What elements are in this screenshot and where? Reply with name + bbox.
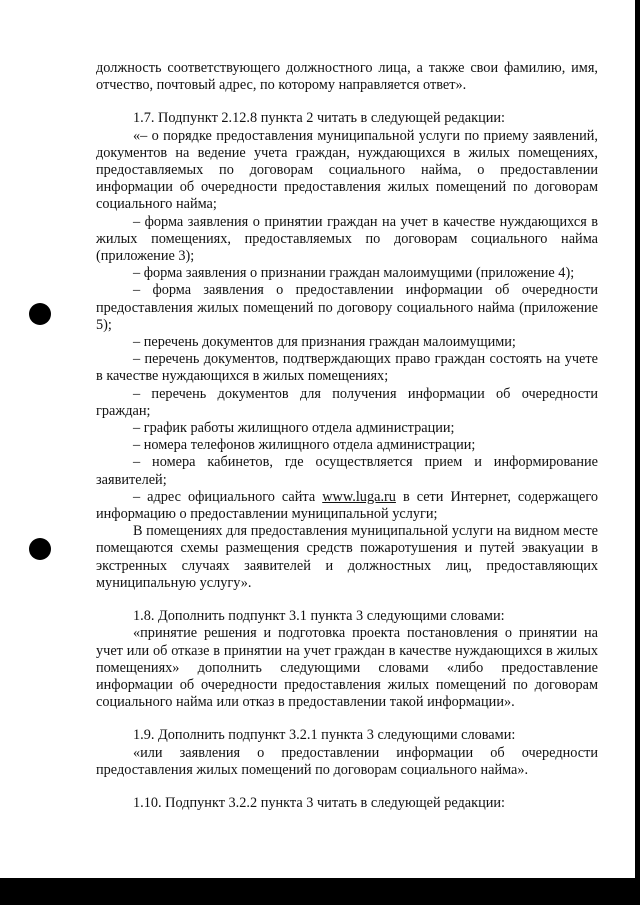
- list-item: – перечень документов для получения информации об очередности граждан;: [96, 385, 598, 419]
- section-heading-1-9: 1.9. Дополнить подпункт 3.2.1 пункта 3 следующими словами:: [133, 727, 516, 744]
- section-heading-1-8: 1.8. Дополнить подпункт 3.1 пункта 3 следующими словами:: [133, 608, 505, 625]
- list-item: – форма заявления о признании граждан малоимущими (приложение 4);: [133, 265, 575, 282]
- section-heading-1-10: 1.10. Подпункт 3.2.2 пункта 3 читать в следующей редакции:: [133, 794, 505, 811]
- scan-bottom-edge: [0, 878, 640, 905]
- paragraph: «принятие решения и подготовка проекта постановления о принятии на учет или об отказе в принятии на учет граждан в качестве нуждающихся в жилых помещениях» дополнить следующими словами «либо предоставление информации об очередности предоставления жилых помещений по договорам социального найма или отказ в предоставлении такой информации».: [96, 625, 598, 711]
- list-item: – номера телефонов жилищного отдела администрации;: [133, 437, 476, 454]
- paragraph: должность соответствующего должностного лица, а также свои фамилию, имя, отчество, почтовый адрес, по которому направляется ответ».: [96, 60, 598, 94]
- paragraph: «– о порядке предоставления муниципальной услуги по приему заявлений, документов на ведение учета граждан, нуждающихся в жилых помещениях, предоставляемых по договорам социального найма, о предоставлении информации об очередности предоставления жилых помещений по договорам социального найма;: [96, 127, 598, 213]
- punch-hole-mark: [29, 303, 51, 325]
- punch-hole-mark: [29, 538, 51, 560]
- scan-right-edge: [635, 0, 640, 905]
- document-body: [96, 60, 598, 812]
- website-text-after: в сети Интернет, содержащего информацию о предоставлении муниципальной услуги;: [96, 488, 599, 523]
- list-item: – перечень документов, подтверждающих право граждан состоять на учете в качестве нуждающихся в жилых помещениях;: [96, 351, 598, 385]
- paragraph: «или заявления о предоставлении информации об очередности предоставления жилых помещений по договорам социального найма».: [96, 744, 598, 778]
- website-text-before: – адрес официального сайта: [133, 488, 323, 505]
- list-item-website: [96, 489, 598, 523]
- list-item: – форма заявления о принятии граждан на учет в качестве нуждающихся в жилых помещениях, предоставляемых по договорам социального найма (приложение 3);: [96, 213, 598, 265]
- website-link[interactable]: www.luga.ru: [322, 488, 396, 505]
- paragraph: В помещениях для предоставления муниципальной услуги на видном месте помещаются схемы размещения средств пожаротушения и путей эвакуации в экстренных случаях заявителей и должностных лиц, предоставляющих муниципальную услугу».: [96, 523, 598, 591]
- list-item: – перечень документов для признания граждан малоимущими;: [133, 334, 516, 351]
- list-item: – номера кабинетов, где осуществляется прием и информирование заявителей;: [96, 454, 598, 488]
- section-heading-1-7: 1.7. Подпункт 2.12.8 пункта 2 читать в следующей редакции:: [133, 110, 505, 127]
- list-item: – форма заявления о предоставлении информации об очередности предоставления жилых помещений по договору социального найма (приложение 5);: [96, 282, 598, 333]
- list-item: – график работы жилищного отдела администрации;: [133, 420, 455, 437]
